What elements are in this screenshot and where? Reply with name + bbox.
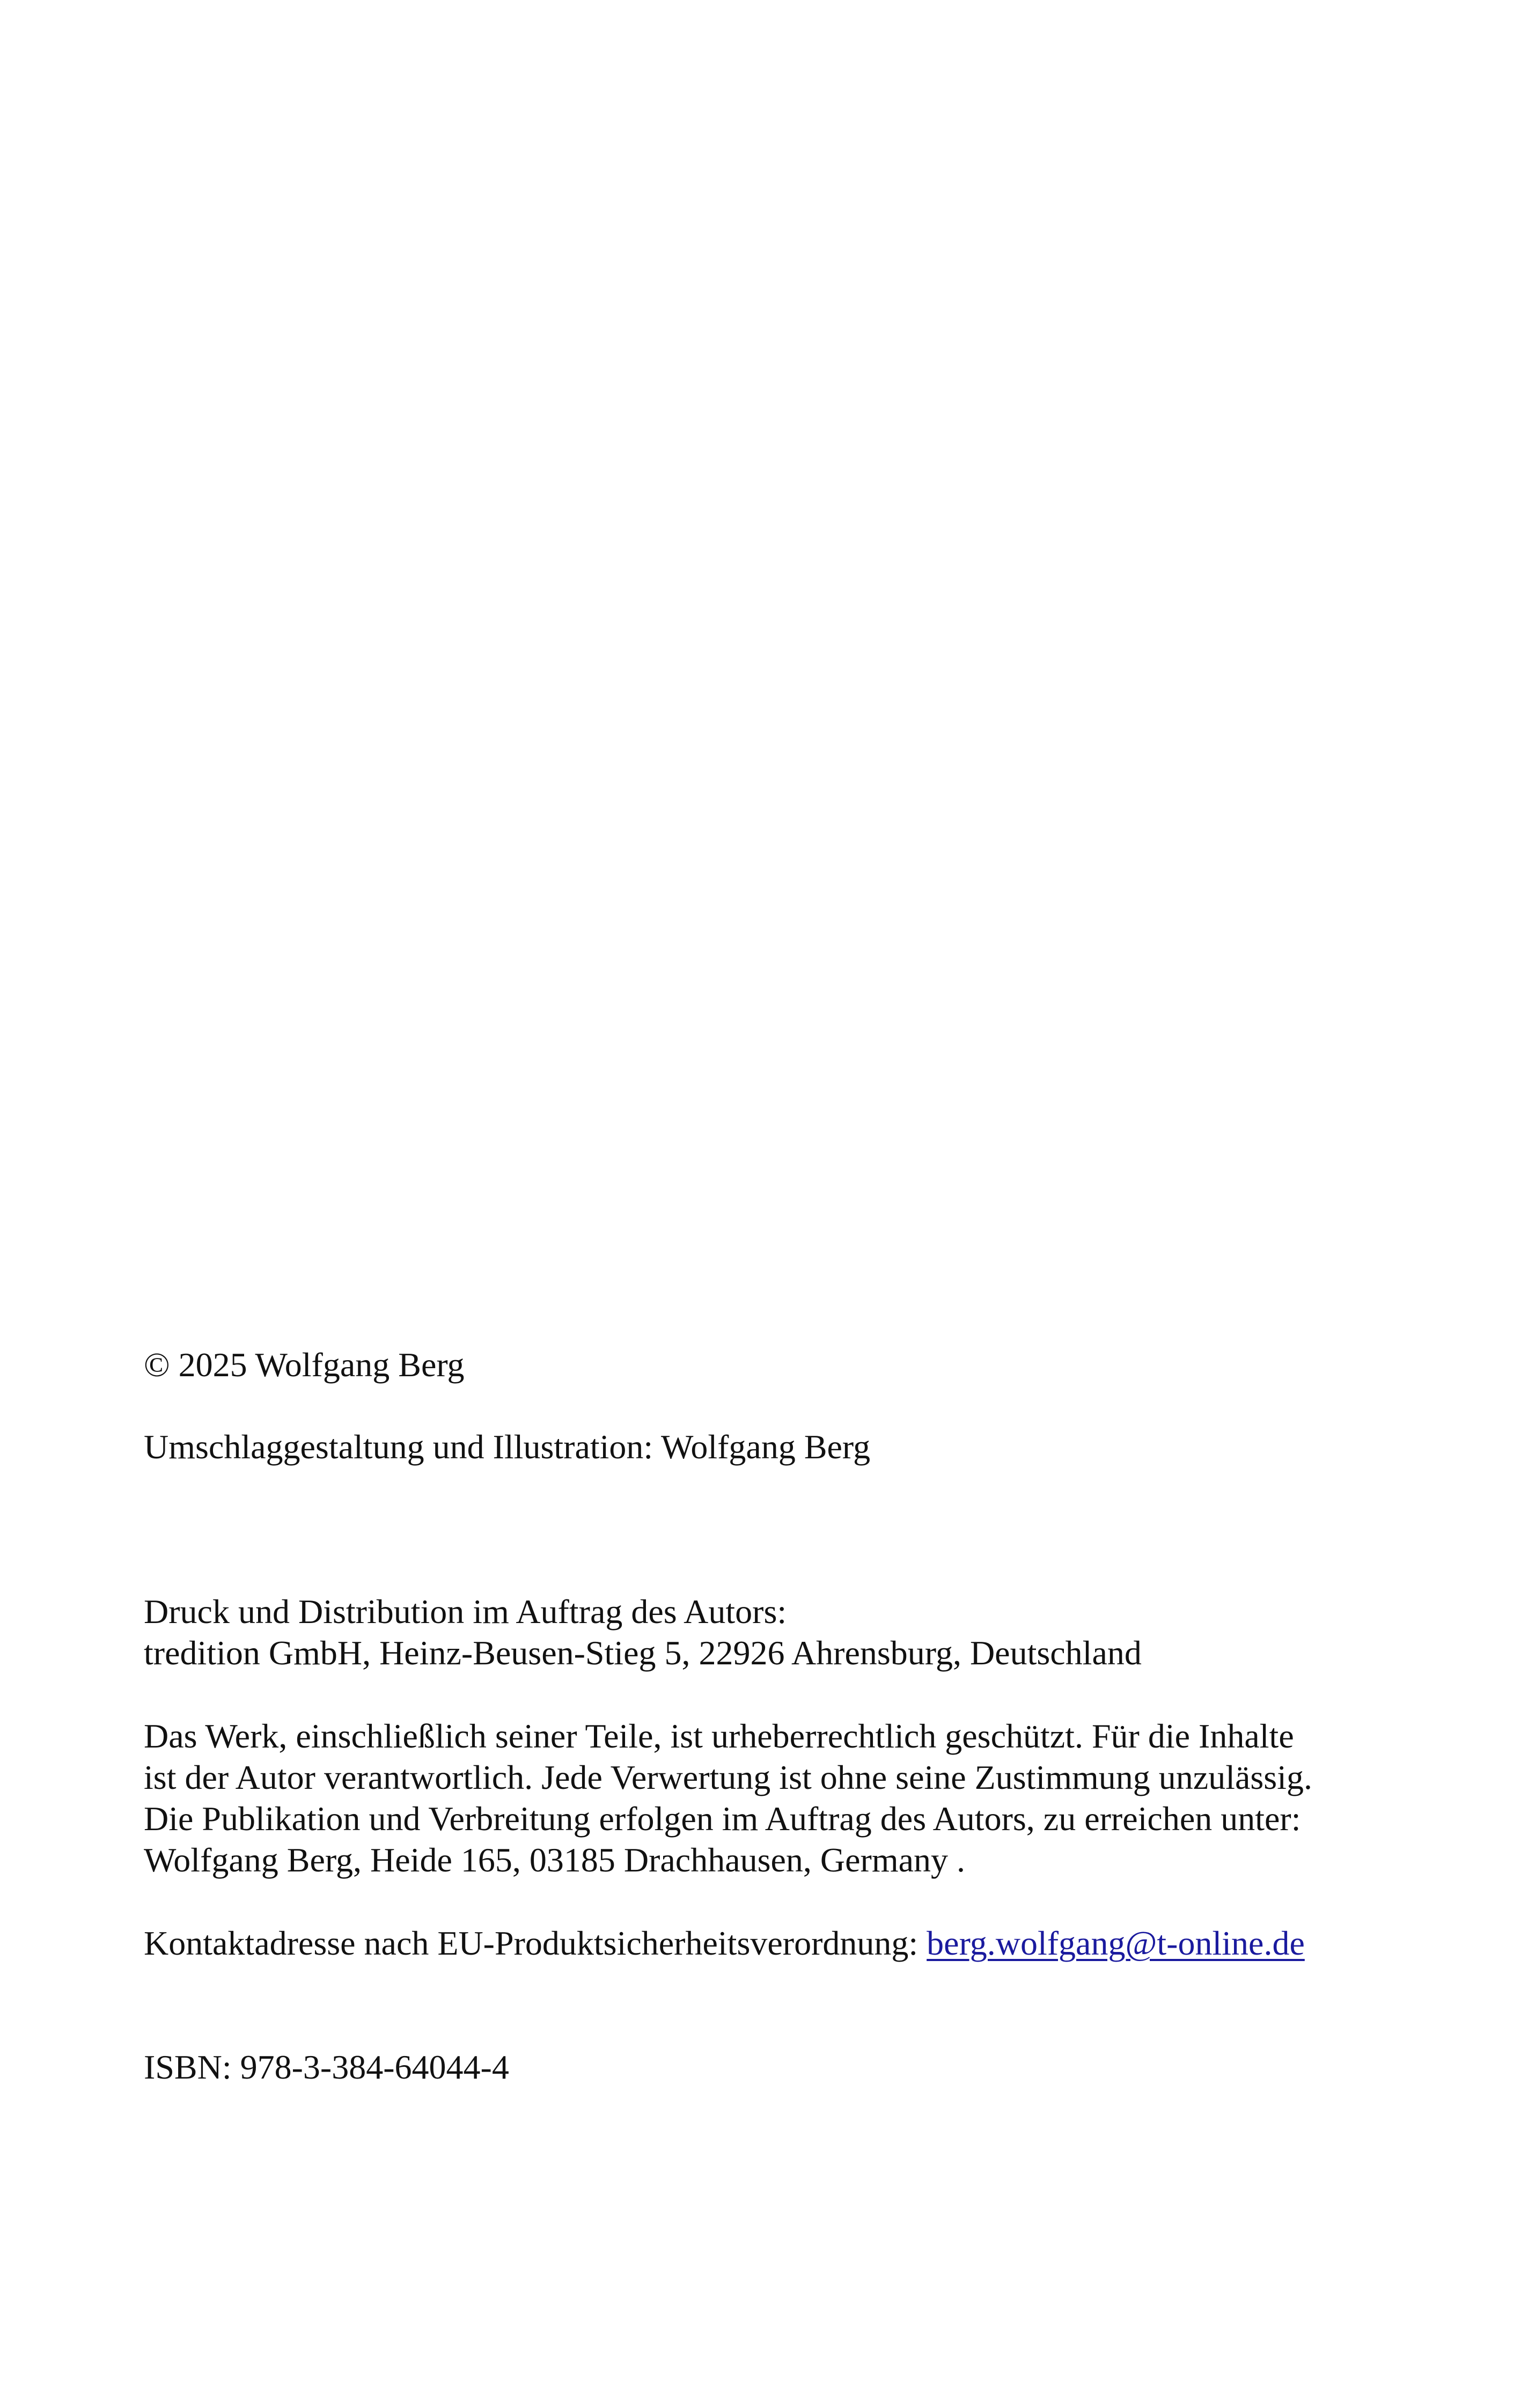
spacer bbox=[144, 1467, 1410, 1591]
printing-info bbox=[144, 1591, 1410, 1673]
spacer bbox=[144, 1881, 1410, 1922]
copyright-text: © 2025 Wolfgang Berg bbox=[144, 1346, 465, 1384]
imprint-block bbox=[144, 1344, 1410, 2088]
rights-line-2: ist der Autor verantwortlich. Jede Verwertung ist ohne seine Zustimmung unzulässig. bbox=[144, 1758, 1312, 1796]
printing-line-1: Druck und Distribution im Auftrag des Autors: bbox=[144, 1592, 787, 1631]
contact-line bbox=[144, 1922, 1410, 1964]
isbn-line bbox=[144, 2046, 1410, 2088]
printing-line-2: tredition GmbH, Heinz-Beusen-Stieg 5, 22926 Ahrensburg, Deutschland bbox=[144, 1634, 1142, 1672]
cover-credit-text: Umschlaggestaltung und Illustration: Wolfgang Berg bbox=[144, 1428, 871, 1466]
spacer bbox=[144, 1385, 1410, 1426]
rights-line-1: Das Werk, einschließlich seiner Teile, ist urheberrechtlich geschützt. Für die Inhalte bbox=[144, 1717, 1294, 1755]
rights-line-3: Die Publikation und Verbreitung erfolgen im Auftrag des Autors, zu erreichen unter: bbox=[144, 1800, 1301, 1838]
rights-notice bbox=[144, 1715, 1410, 1881]
rights-line-4: Wolfgang Berg, Heide 165, 03185 Drachhausen, Germany . bbox=[144, 1841, 966, 1879]
contact-label: Kontaktadresse nach EU-Produktsicherheitsverordnung: bbox=[144, 1924, 927, 1962]
cover-credit-line bbox=[144, 1426, 1410, 1467]
contact-email-link[interactable]: berg.wolfgang@t-online.de bbox=[927, 1924, 1305, 1962]
isbn-text: ISBN: 978-3-384-64044-4 bbox=[144, 2048, 509, 2086]
spacer bbox=[144, 1673, 1410, 1715]
copyright-line bbox=[144, 1344, 1410, 1385]
spacer bbox=[144, 1964, 1410, 2046]
